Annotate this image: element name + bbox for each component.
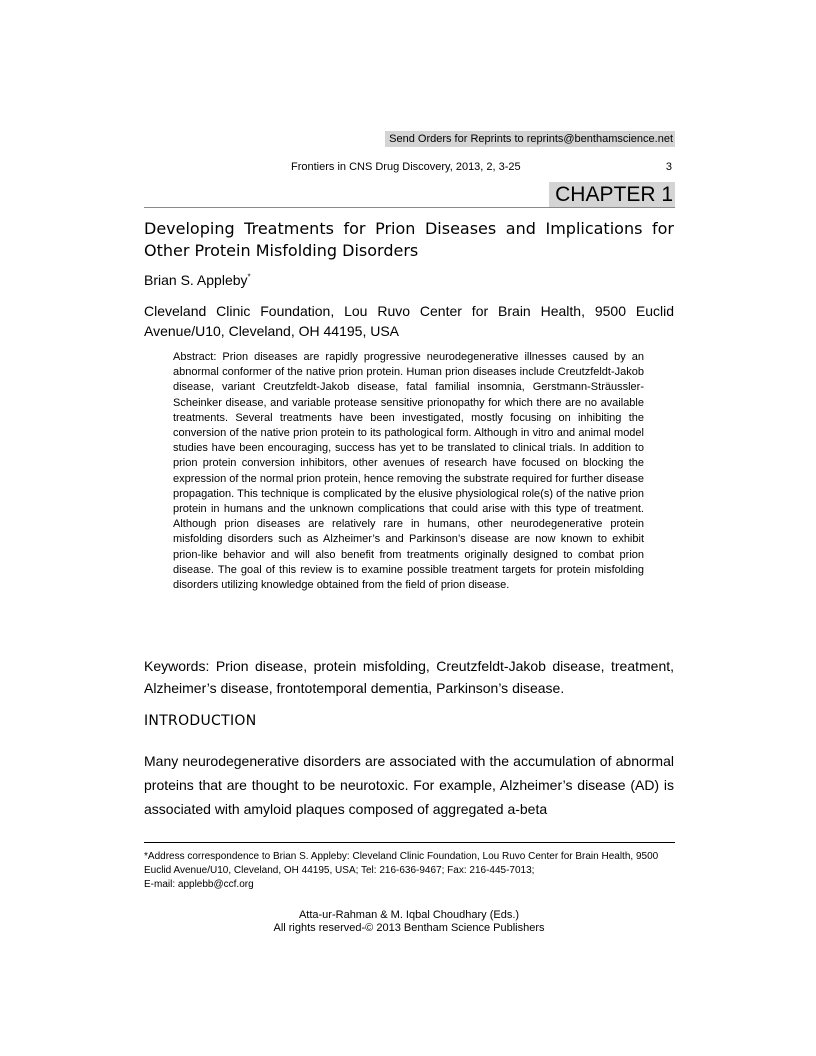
- keywords: [144, 655, 674, 699]
- journal-citation: Frontiers in CNS Drug Discovery, 2013, 2, 3-25: [291, 161, 521, 173]
- keywords-label: Keywords:: [144, 658, 210, 674]
- abstract: [173, 350, 644, 593]
- abstract-text: Prion diseases are rapidly progressive neurodegenerative illnesses caused by an abnormal conformer of the native prion protein. Human prion diseases include Creutzfeldt-Jakob disease, variant Creutzfeldt-Jakob disease, fatal familial insomnia, Gerstmann-Sträussler-Scheinker disease, and variable protease sensitive prionopathy for which there are no available treatments. Several treatments have been investigated, mostly focusing on inhibiting the conversion of the native prion protein to its pathological form. Although in vitro and animal model studies have been encouraging, success has yet to be translated to clinical trials. In addition to prion protein conversion inhibitors, other avenues of research have focused on blocking the expression of the normal prion protein, hence removing the substrate required for further disease propagation. This technique is complicated by the elusive physiological role(s) of the native prion protein in humans and the unknown complications that could arise with this type of treatment. Although prion diseases are relatively rare in humans, other neurodegenerative protein misfolding disorders such as Alzheimer’s and Parkinson’s disease are now known to exhibit prion-like behavior and will also benefit from treatments originally designed to combat prion disease. The goal of this review is to examine possible treatment targets for protein misfolding disorders utilizing knowledge obtained from the field of prion disease.: [173, 351, 644, 592]
- footnote-text: Address correspondence to Brian S. Appleby: Cleveland Clinic Foundation, Lou Ruvo Center for Brain Health, 9500 Euclid Avenue/U10, Cleveland, OH 44195, USA; Tel: 216-636-9467; Fax: 216-445-7013;: [144, 851, 659, 876]
- author-line: [144, 272, 251, 288]
- copyright-notice: All rights reserved-© 2013 Bentham Science Publishers: [273, 922, 545, 934]
- keywords-text: Prion disease, protein misfolding, Creutzfeldt-Jakob disease, treatment, Alzheimer’s disease, frontotemporal dementia, Parkinson’s disease.: [144, 658, 675, 696]
- introduction-paragraph: Many neurodegenerative disorders are associated with the accumulation of abnormal proteins that are thought to be neurotoxic. For example, Alzheimer’s disease (AD) is associated with amyloid plaques composed of aggregated a-beta: [144, 753, 674, 817]
- footnote-email: E-mail: applebb@ccf.org: [144, 879, 254, 890]
- page-number: 3: [665, 161, 672, 173]
- abstract-label: Abstract:: [173, 351, 217, 363]
- correspondence-footnote: [144, 850, 674, 892]
- footnote-mark: *: [144, 851, 148, 862]
- book-editors: Atta-ur-Rahman & M. Iqbal Choudhary (Eds.): [298, 909, 520, 921]
- chapter-label: CHAPTER 1: [549, 182, 675, 207]
- author-name: Brian S. Appleby: [144, 272, 248, 288]
- reprint-notice: Send Orders for Reprints to reprints@benthamscience.net: [385, 131, 675, 147]
- author-affiliation: Cleveland Clinic Foundation, Lou Ruvo Center for Brain Health, 9500 Euclid Avenue/U10, Cleveland, OH 44195, USA: [144, 303, 674, 339]
- header-divider: [144, 207, 675, 208]
- article-title: Developing Treatments for Prion Diseases and Implications for Other Protein Misfolding Disorders: [144, 219, 674, 260]
- author-footnote-mark: *: [247, 272, 251, 282]
- section-heading-introduction: INTRODUCTION: [144, 713, 257, 729]
- footnote-divider: [144, 842, 675, 843]
